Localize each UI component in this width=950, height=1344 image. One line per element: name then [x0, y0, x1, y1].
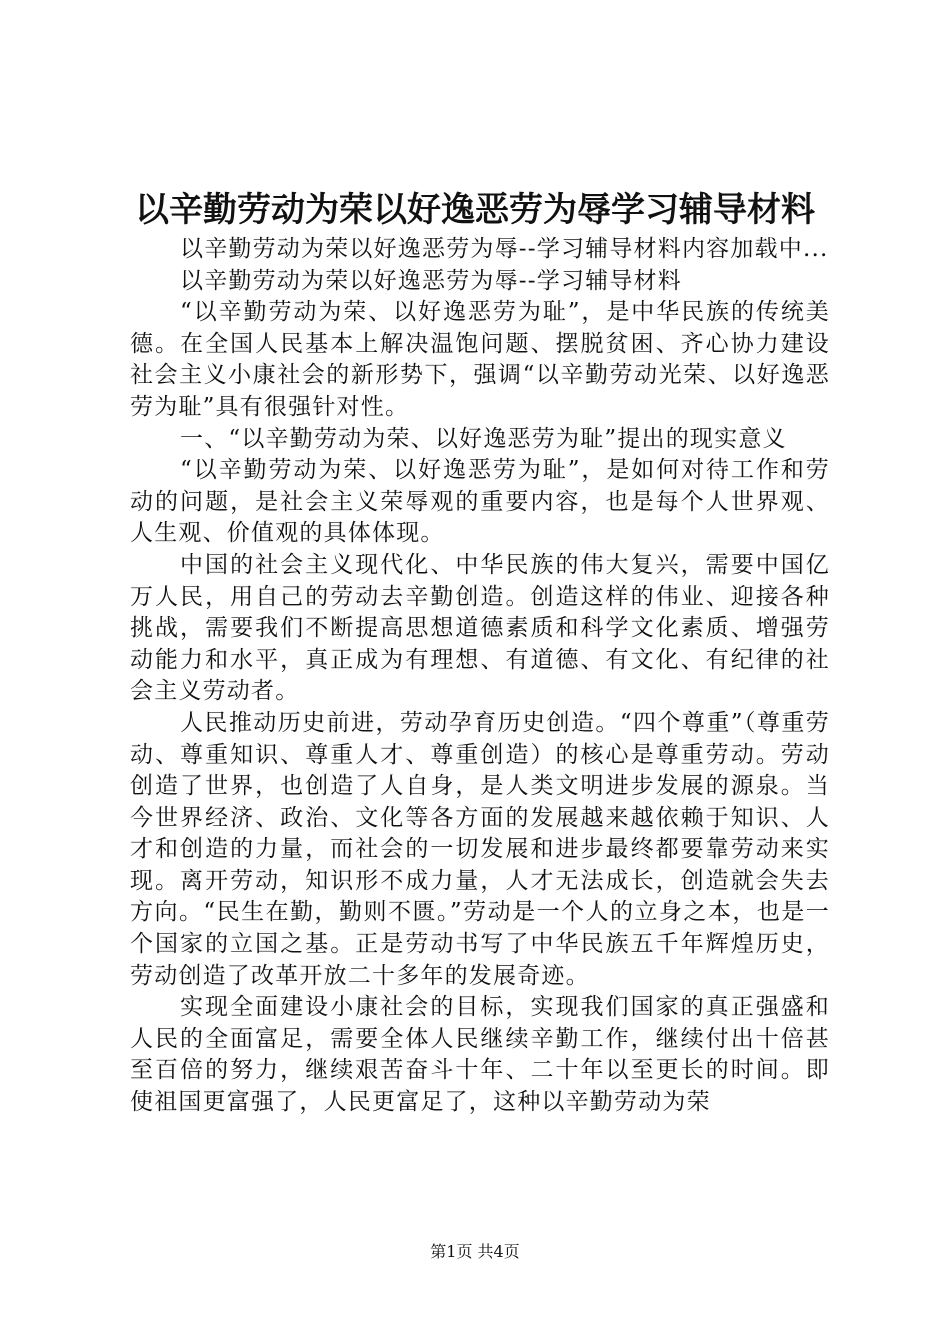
document-title: 以辛勤劳动为荣以好逸恶劳为辱学习辅导材料	[135, 190, 815, 230]
paragraph-body: 中国的社会主义现代化、中华民族的伟大复兴，需要中国亿万人民，用自己的劳动去辛勤创造。创造这样的伟业、迎接各种挑战，需要我们不断提高思想道德素质和科学文化素质、增强劳动能力和水平，真正成为有理想、有道德、有文化、有纪律的社会主义劳动者。	[130, 551, 830, 705]
paragraph-body: 实现全面建设小康社会的目标，实现我们国家的真正强盛和人民的全面富足，需要全体人民继续辛勤工作，继续付出十倍甚至百倍的努力，继续艰苦奋斗十年、二十年以至更长的时间。即使祖国更富强了，人民更富足了，这种以辛勤劳动为荣	[130, 994, 830, 1116]
page-number: 第1页 共4页	[430, 1242, 520, 1261]
paragraph-body: “以辛勤劳动为荣、以好逸恶劳为耻”，是如何对待工作和劳动的问题，是社会主义荣辱观的重要内容，也是每个人世界观、人生观、价值观的具体体现。	[130, 457, 830, 547]
section-heading-1: 一、“以辛勤劳动为荣、以好逸恶劳为耻”提出的现实意义	[180, 425, 787, 452]
paragraph-intro: “以辛勤劳动为荣、以好逸恶劳为耻”，是中华民族的传统美德。在全国人民基本上解决温饱问题、摆脱贫困、齐心协力建设社会主义小康社会的新形势下，强调“以辛勤劳动光荣、以好逸恶劳为耻”具有很强针对性。	[130, 299, 830, 420]
paragraph-loading-notice: 以辛勤劳动为荣以好逸恶劳为辱--学习辅导材料内容加载中...	[180, 236, 829, 262]
paragraph-body: 人民推动历史前进，劳动孕育历史创造。“四个尊重”（尊重劳动、尊重知识、尊重人才、尊重创造）的核心是尊重劳动。劳动创造了世界，也创造了人自身，是人类文明进步发展的源泉。当今世界经济、政治、文化等各方面的发展越来越依赖于知识、人才和创造的力量，而社会的一切发展和进步最终都要靠劳动来实现。离开劳动，知识形不成力量，人才无法成长，创造就会失去方向。“民生在勤，勤则不匮。”劳动是一个人的立身之本，也是一个国家的立国之基。正是劳动书写了中华民族五千年辉煌历史，劳动创造了改革开放二十多年的发展奇迹。	[130, 709, 830, 989]
paragraph-subtitle: 以辛勤劳动为荣以好逸恶劳为辱--学习辅导材料	[180, 267, 682, 294]
document-body	[130, 234, 830, 1119]
